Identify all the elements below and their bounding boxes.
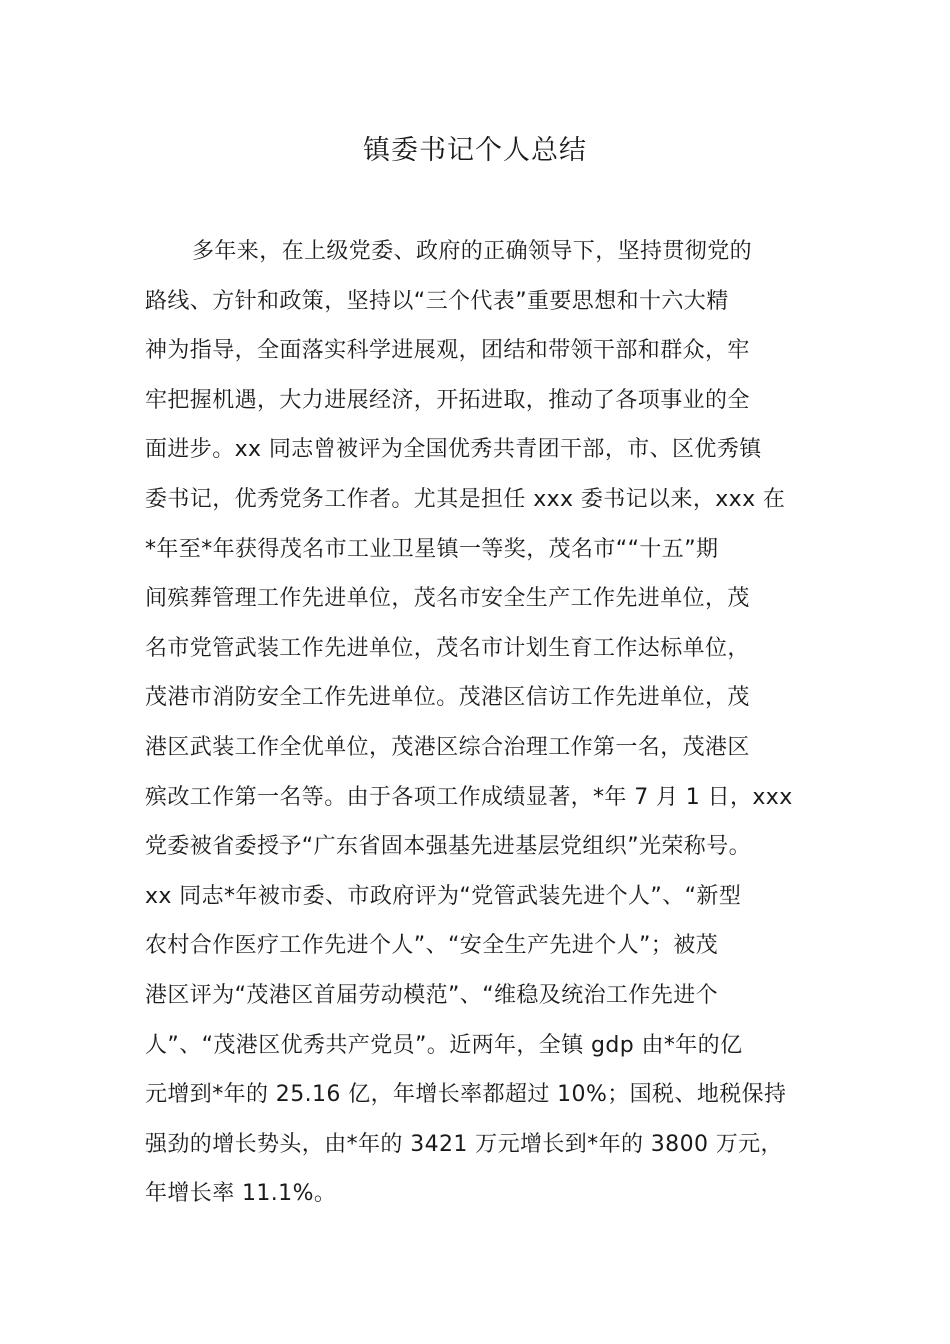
paragraph-line: 牢把握机遇，大力进展经济，开拓进取，推动了各项事业的全 xyxy=(145,387,750,413)
paragraph-line: 路线、方针和政策，坚持以“三个代表”重要思想和十六大精 xyxy=(145,288,729,314)
paragraph-line: 党委被省委授予“广东省固本强基先进基层党组织”光荣称号。 xyxy=(145,834,751,860)
paragraph-line: 人”、“茂港区优秀共产党员”。近两年，全镇 gdp 由*年的亿 xyxy=(145,1032,743,1058)
paragraph-line: 殡改工作第一名等。由于各项工作成绩显著，*年 7 月 1 日，xxx xyxy=(145,784,793,810)
paragraph-line: 港区评为“茂港区首届劳动模范”、“维稳及统治工作先进个 xyxy=(145,982,718,1008)
paragraph-line: 名市党管武装工作先进单位，茂名市计划生育工作达标单位， xyxy=(145,635,750,661)
paragraph-line: xx 同志*年被市委、市政府评为“党管武装先进个人”、“新型 xyxy=(145,883,742,909)
paragraph-line: 委书记，优秀党务工作者。尤其是担任 xxx 委书记以来，xxx 在 xyxy=(145,486,786,512)
paragraph-line: 港区武装工作全优单位，茂港区综合治理工作第一名，茂港区 xyxy=(145,734,750,760)
body-paragraph xyxy=(145,227,825,1219)
paragraph-line: 元增到*年的 25.16 亿，年增长率都超过 10%；国税、地税保持 xyxy=(145,1082,787,1108)
paragraph-line: 面进步。xx 同志曾被评为全国优秀共青团干部，市、区优秀镇 xyxy=(145,437,762,463)
paragraph-line: 多年来，在上级党委、政府的正确领导下，坚持贯彻党的 xyxy=(192,239,753,264)
paragraph-line: 农村合作医疗工作先进个人”、“安全生产先进个人”；被茂 xyxy=(145,933,718,959)
page-title: 镇委书记个人总结 xyxy=(363,135,587,166)
paragraph-line: 间殡葬管理工作先进单位，茂名市安全生产工作先进单位，茂 xyxy=(145,586,750,612)
paragraph-line: 茂港市消防安全工作先进单位。茂港区信访工作先进单位，茂 xyxy=(145,685,750,711)
paragraph-line: *年至*年获得茂名市工业卫星镇一等奖，茂名市““十五”期 xyxy=(145,536,719,562)
paragraph-line: 神为指导，全面落实科学进展观，团结和带领干部和群众，牢 xyxy=(145,338,750,364)
paragraph-line: 强劲的增长势头，由*年的 3421 万元增长到*年的 3800 万元， xyxy=(145,1131,783,1157)
paragraph-line: 年增长率 11.1%。 xyxy=(145,1181,337,1207)
